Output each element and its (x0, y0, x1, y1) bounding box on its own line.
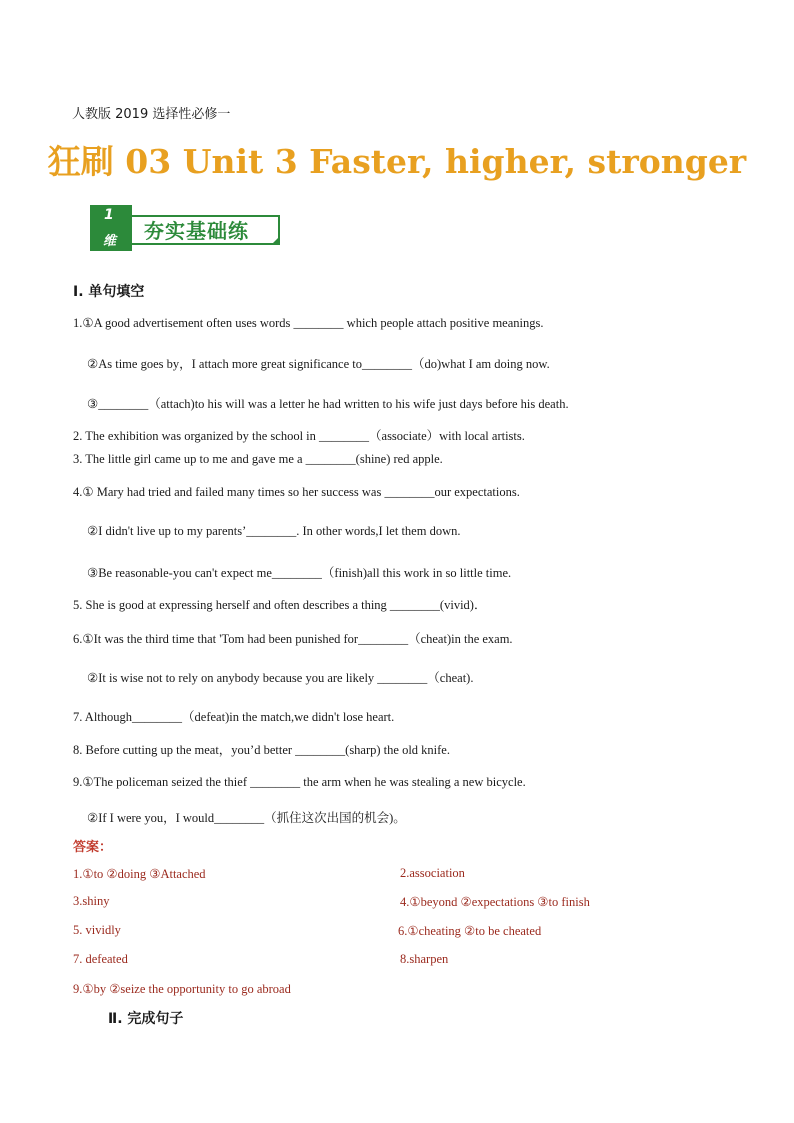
question-1-3: ③________（attach)to his will was a letter he had written to his wife just days before his death. (87, 397, 569, 411)
answer-9: 9.①by ②seize the opportunity to go abroad (73, 982, 291, 996)
answer-4: 4.①beyond ②expectations ③to finish (400, 895, 590, 909)
badge-number: 1 (104, 207, 114, 223)
question-1-1: 1.①A good advertisement often uses words ________ which people attach positive meanings. (73, 316, 544, 330)
badge-square (90, 205, 132, 251)
answers-label: 答案： (73, 840, 113, 855)
page-title: 狂刷 03 Unit 3 Faster, higher, stronger (47, 142, 747, 181)
question-9-2: ②If I were you，I would________（抓住这次出国的机会)。 (87, 811, 406, 825)
question-4-2: ②I didn't live up to my parents’________. In other words,I let them down. (87, 524, 461, 538)
question-5: 5. She is good at expressing herself and often describes a thing ________(vivid)． (73, 598, 487, 612)
answer-1: 1.①to ②doing ③Attached (73, 867, 206, 881)
section1-heading: I. 单句填空 (73, 284, 145, 300)
badge-corner-icon (272, 236, 280, 244)
badge-char: 维 (103, 234, 117, 249)
question-7: 7. Although________（defeat)in the match,we didn't lose heart. (73, 710, 395, 724)
question-9-1: 9.①The policeman seized the thief ________ the arm when he was stealing a new bicycle. (73, 775, 526, 789)
publisher-line: 人教版 2019 选择性必修一 (72, 107, 231, 122)
answer-3: 3.shiny (73, 894, 110, 908)
question-4-3: ③Be reasonable-you can't expect me________（finish)all this work in so little time. (87, 566, 512, 580)
section-badge (90, 205, 290, 255)
answer-6: 6.①cheating ②to be cheated (398, 924, 542, 938)
answer-8: 8.sharpen (400, 952, 449, 966)
answer-7: 7. defeated (73, 952, 128, 966)
badge-text: 夯实基础练 (144, 219, 249, 243)
question-8: 8. Before cutting up the meat，you’d better ________(sharp) the old knife. (73, 743, 450, 757)
question-3: 3. The little girl came up to me and gave me a ________(shine) red apple. (73, 452, 443, 466)
answer-2: 2.association (400, 866, 465, 880)
answer-5: 5. vividly (73, 923, 121, 937)
question-6-2: ②It is wise not to rely on anybody because you are likely ________（cheat). (87, 671, 474, 685)
section2-heading: Ⅱ. 完成句子 (108, 1011, 184, 1027)
question-1-2: ②As time goes by，I attach more great significance to________（do)what I am doing now. (87, 357, 550, 371)
question-4-1: 4.① Mary had tried and failed many times so her success was ________our expectations. (73, 485, 520, 499)
question-2: 2. The exhibition was organized by the school in ________（associate）with local artists. (73, 429, 525, 443)
question-6-1: 6.①It was the third time that 'Tom had been punished for________（cheat)in the exam. (73, 632, 513, 646)
